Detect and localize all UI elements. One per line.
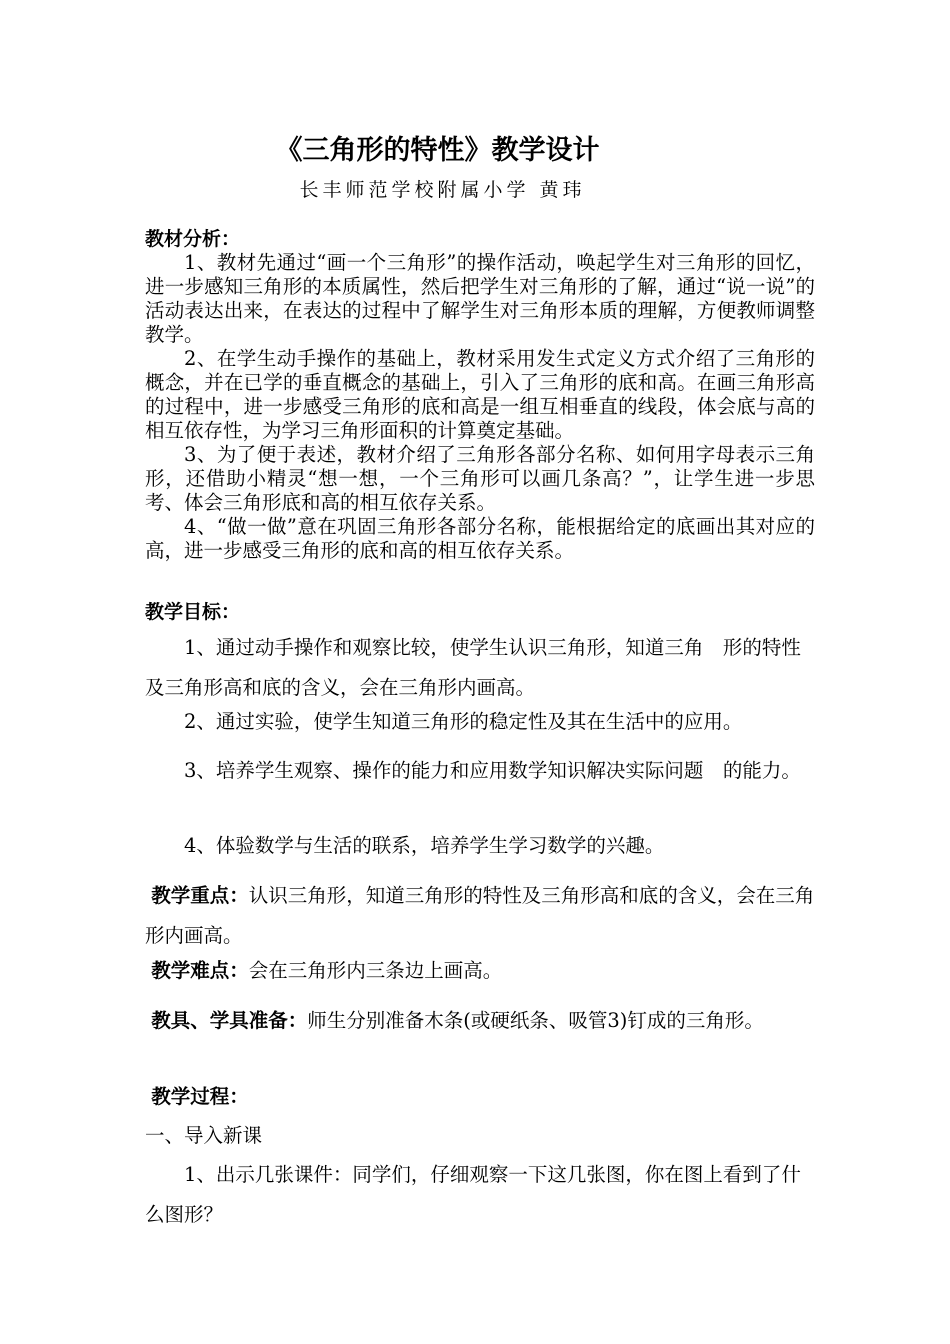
- process-section: [145, 1077, 815, 1235]
- goal-2: [145, 702, 815, 742]
- goals-section: [145, 597, 815, 624]
- analysis-paragraph-4: 4、“做一做”意在巩固三角形各部分名称，能根据给定的底画出其对应的高，进一步感受三角形的底和高的相互依存关系。: [145, 515, 815, 562]
- tools-section: [145, 1001, 815, 1041]
- tools-label: 教具、学具准备：: [151, 1009, 308, 1032]
- goals-heading: 教学目标：: [145, 601, 241, 623]
- process-step: 一、导入新课: [145, 1124, 263, 1147]
- page-title: 《三角形的特性》教学设计: [275, 135, 600, 166]
- process-item-1: 1、出示几张课件：同学们，仔细观察一下这几张图，你在图上看到了什么图形？: [145, 1163, 801, 1226]
- goal-1-text: 1、通过动手操作和观察比较，使学生认识三角形，知道三角 形的特性及三角形高和底的含义，会在三角形内画高。: [145, 636, 801, 699]
- tools-text: 师生分别准备木条(或硬纸条、吸管3)钉成的三角形。: [307, 1009, 764, 1032]
- author-line: 长丰师范学校附属小学 黄玮: [299, 179, 586, 201]
- difficulty-text: 会在三角形内三条边上画高。: [248, 959, 503, 982]
- analysis-paragraph-2: 2、在学生动手操作的基础上，教材采用发生式定义方式介绍了三角形的概念，并在已学的垂直概念的基础上，引入了三角形的底和高。在画三角形高的过程中，进一步感受三角形的底和高是一组互相垂直的线段，体会底与高的相互依存性，为学习三角形面积的计算奠定基础。: [145, 347, 815, 442]
- difficulty-label: 教学难点：: [151, 959, 249, 982]
- analysis-heading: 教材分析：: [145, 228, 241, 250]
- key-points: [145, 876, 815, 956]
- goal-4-text: 4、体验数学与生活的联系，培养学生学习数学的兴趣。: [184, 834, 665, 857]
- key-points-text: 认识三角形，知道三角形的特性及三角形高和底的含义，会在三角形内画高。: [145, 884, 815, 947]
- goal-4: [145, 826, 815, 866]
- goal-3: [145, 751, 815, 791]
- goal-1: [145, 628, 815, 708]
- analysis-section: [145, 224, 815, 563]
- analysis-paragraph-1: 1、教材先通过“画一个三角形”的操作活动，唤起学生对三角形的回忆，进一步感知三角形的本质属性，然后把学生对三角形的了解，通过“说一说”的活动表达出来，在表达的过程中了解学生对三角形本质的理解，方便教师调整教学。: [145, 251, 815, 346]
- process-label: 教学过程：: [151, 1085, 249, 1108]
- difficulty-points: [145, 951, 815, 991]
- key-points-label: 教学重点：: [151, 884, 249, 907]
- goal-3-text: 3、培养学生观察、操作的能力和应用数学知识解决实际问题 的能力。: [184, 759, 801, 782]
- goal-2-text: 2、通过实验，使学生知道三角形的稳定性及其在生活中的应用。: [184, 710, 743, 733]
- analysis-paragraph-3: 3、为了便于表述，教材介绍了三角形各部分名称、如何用字母表示三角形，还借助小精灵“想一想，一个三角形可以画几条高？”，让学生进一步思考、体会三角形底和高的相互依存关系。: [145, 443, 815, 514]
